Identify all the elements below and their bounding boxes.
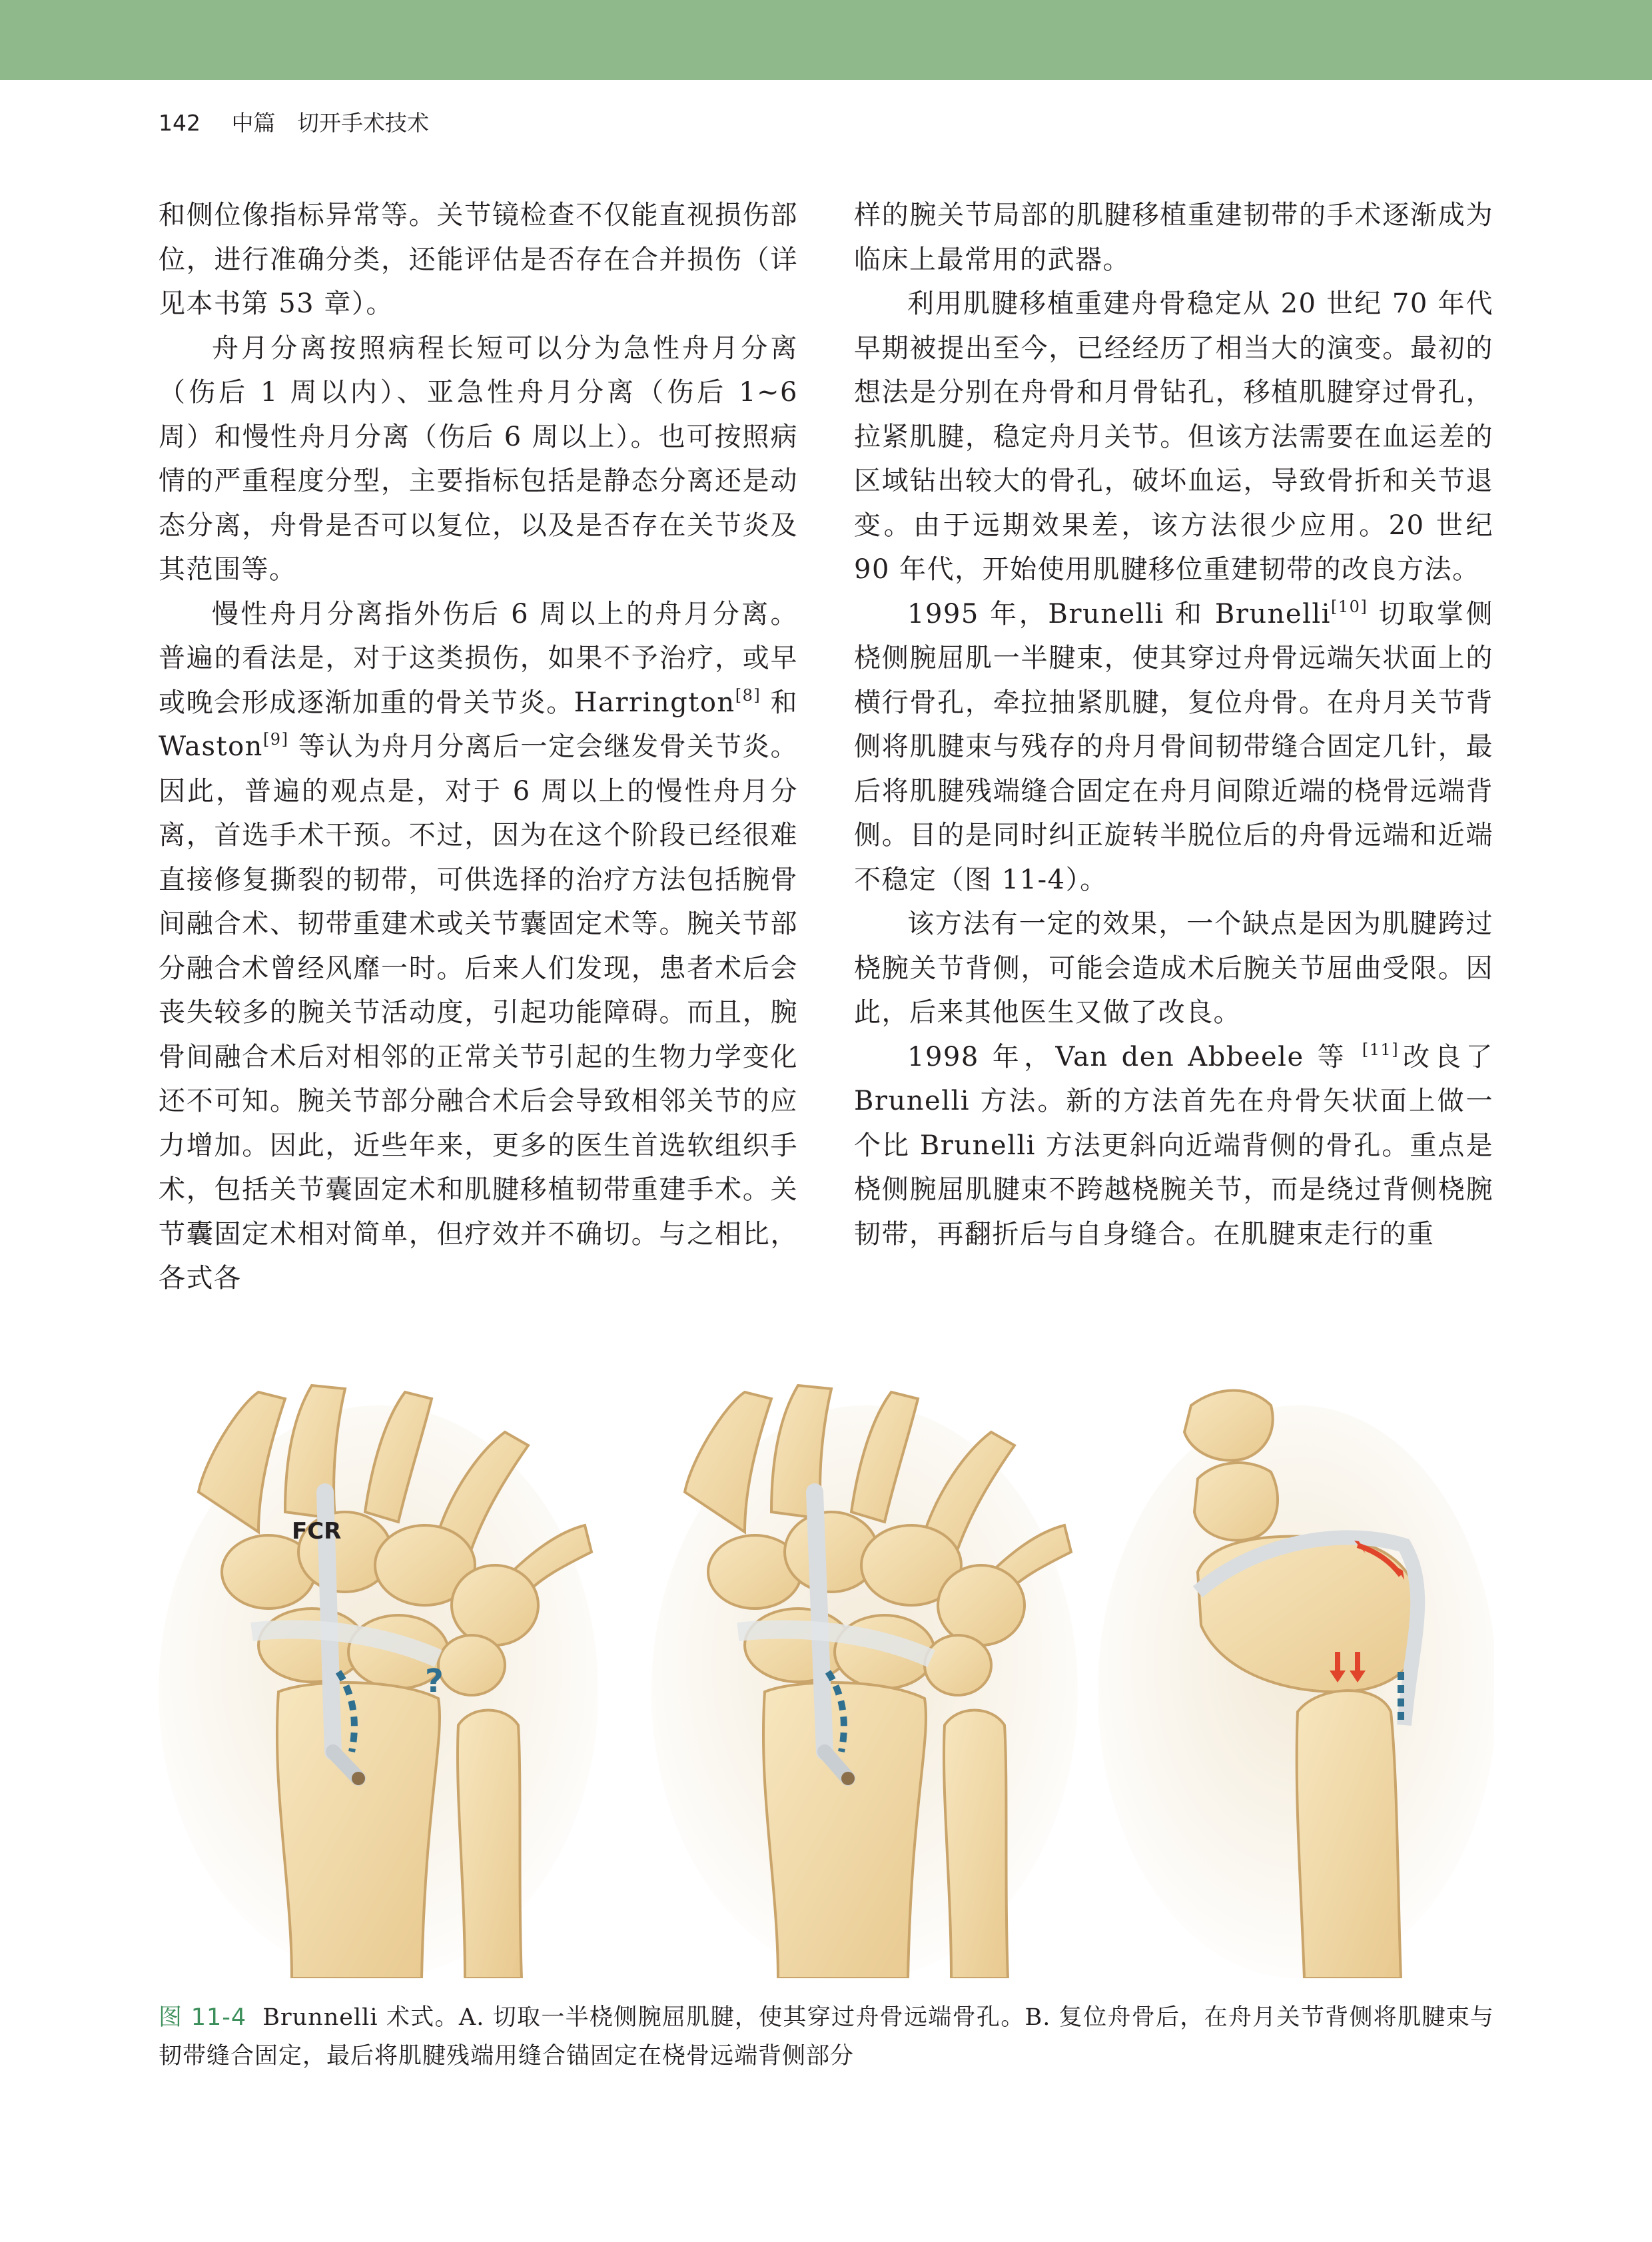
citation-ref: [9] (262, 730, 289, 749)
citation-ref: [10] (1330, 597, 1368, 616)
section-title: 中篇 (231, 110, 276, 136)
citation-ref: [11] (1362, 1040, 1400, 1059)
paragraph: 利用肌腱移植重建舟骨稳定从 20 世纪 70 年代早期被提出至今，已经经历了相当大的演变。最初的想法是分别在舟骨和月骨钻孔，移植肌腱穿过骨孔，拉紧肌腱，稳定舟月关节。但该方法需要在血运差的区域钻出较大的骨孔，破坏血运，导致骨折和关节退变。由于远期效果差，该方法很少应用。20 世纪 90 年代，开始使用肌腱移位重建韧带的改良方法。 (854, 288, 1493, 585)
question-mark-label: ? (425, 1663, 444, 1700)
text-run: 改良了 Brunelli 方法。新的方法首先在舟骨矢状面上做一个比 Brunelli 方法更斜向近端背侧的骨孔。重点是桡侧腕屈肌腱束不跨越桡腕关节，而是绕过背侧桡腕韧带，再翻折后与自身缝合。在肌腱束走行的重 (854, 1041, 1493, 1250)
paragraph (159, 592, 798, 1301)
panel-b (651, 1385, 1078, 1978)
paragraph: 舟月分离按照病程长短可以分为急性舟月分离（伤后 1 周以内）、亚急性舟月分离（伤后 1~6 周）和慢性舟月分离（伤后 6 周以上）。也可按照病情的严重程度分型，主要指标包括是静态分离还是动态分离，舟骨是否可以复位，以及是否存在关节炎及其范围等。 (159, 332, 798, 585)
wrist-illustration (159, 1379, 1494, 1978)
panel-c (1098, 1391, 1494, 1979)
right-column (854, 193, 1493, 1256)
figure-label: 图 11-4 (159, 2004, 247, 2031)
page-number: 142 (159, 110, 201, 136)
paragraph: 和侧位像指标异常等。关节镜检查不仅能直视损伤部位，进行准确分类，还能评估是否存在合并损伤（详见本书第 53 章）。 (159, 200, 798, 319)
paragraph: 该方法有一定的效果，一个缺点是因为肌腱跨过桡腕关节背侧，可能会造成术后腕关节屈曲受限。因此，后来其他医生又做了改良。 (854, 909, 1493, 1028)
text-run: 等认为舟月分离后一定会继发骨关节炎。因此，普遍的观点是，对于 6 周以上的慢性舟月分离，首选手术干预。不过，因为在这个阶段已经很难直接修复撕裂的韧带，可供选择的治疗方法包括腕骨间融合术、韧带重建术或关节囊固定术等。腕关节部分融合术曾经风靡一时。后来人们发现，患者术后会丧失较多的腕关节活动度，引起功能障碍。而且，腕骨间融合术后对相邻的正常关节引起的生物力学变化还不可知。腕关节部分融合术后会导致相邻关节的应力增加。因此，近些年来，更多的医生首选软组织手术，包括关节囊固定术和肌腱移植韧带重建手术。关节囊固定术相对简单，但疗效并不确切。与之相比，各式各 (159, 731, 798, 1294)
citation-ref: [8] (735, 685, 761, 705)
chapter-title: 切开手术技术 (297, 110, 429, 136)
text-run: 慢性舟月分离指外伤后 6 周以上的舟月分离。普遍的看法是，对于这类损伤，如果不予治疗，或早或晚会形成逐渐加重的骨关节炎。Harrington (159, 598, 798, 718)
caption-text: Brunnelli 术式。A. 切取一半桡侧腕屈肌腱，使其穿过舟骨远端骨孔。B. 复位舟骨后，在舟月关节背侧将肌腱束与韧带缝合固定，最后将肌腱残端用缝合锚固定在桡骨远端背侧部分 (159, 2004, 1495, 2069)
text-run: 和 Waston (159, 687, 798, 762)
text-run: 1995 年，Brunelli 和 Brunelli (907, 598, 1331, 629)
figure-11-4 (159, 1379, 1494, 1978)
header-band (0, 0, 1652, 80)
paragraph: 样的腕关节局部的肌腱移植重建韧带的手术逐渐成为临床上最常用的武器。 (854, 200, 1493, 275)
paragraph (854, 1035, 1493, 1257)
fcr-label: FCR (292, 1518, 342, 1545)
left-column (159, 193, 798, 1301)
figure-caption (159, 1998, 1494, 2075)
running-head (159, 107, 429, 140)
text-run: 切取掌侧桡侧腕屈肌一半腱束，使其穿过舟骨远端矢状面上的横行骨孔，牵拉抽紧肌腱，复位舟骨。在舟月关节背侧将肌腱束与残存的舟月骨间韧带缝合固定几针，最后将肌腱残端缝合固定在舟月间隙近端的桡骨远端背侧。目的是同时纠正旋转半脱位后的舟骨远端和近端不稳定（图 11-4）。 (854, 598, 1494, 895)
panel-a (159, 1385, 598, 1978)
text-run: 1998 年，Van den Abbeele 等 (907, 1041, 1362, 1072)
paragraph (854, 592, 1493, 903)
